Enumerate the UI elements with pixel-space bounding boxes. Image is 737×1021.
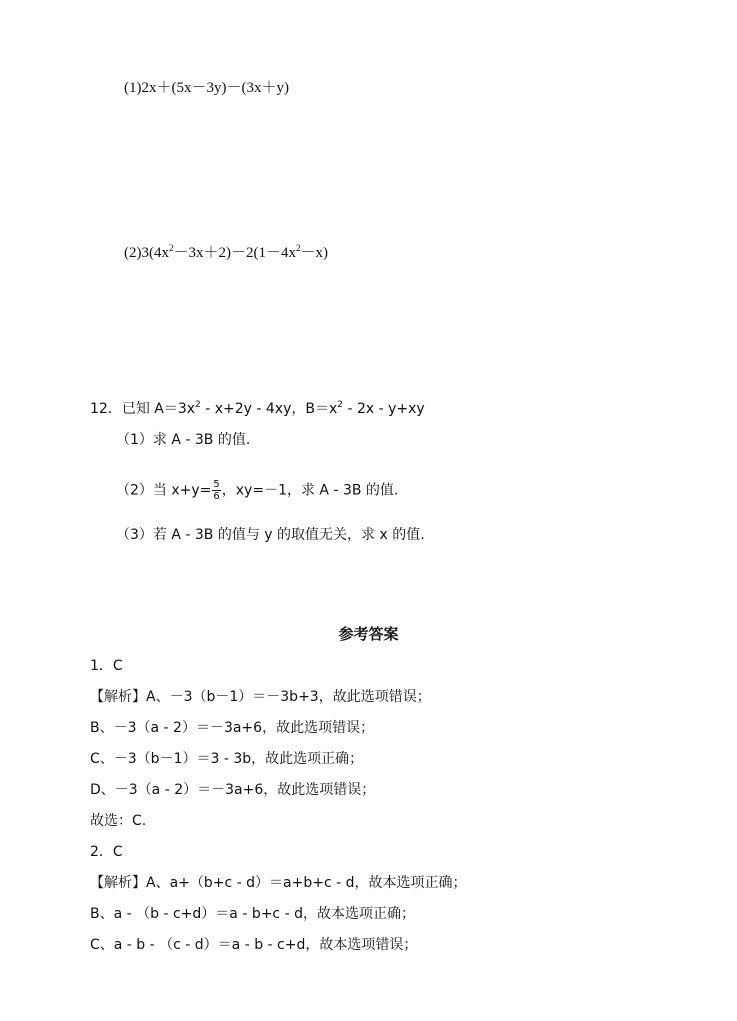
problem-11-part-1-text: (1)2x＋(5x－3y)－(3x＋y)	[124, 80, 289, 96]
problem-12-stem	[90, 400, 425, 418]
problem-12-question-3	[116, 526, 425, 544]
answer-line	[90, 936, 417, 954]
problem-12-question-3-text: （3）若 A - 3B 的值与 y 的取值无关，求 x 的值.	[116, 527, 425, 543]
answer-line	[90, 719, 374, 737]
answer-line	[90, 688, 431, 706]
answer-line-text: B、－3（a - 2）＝－3a+6，故此选项错误；	[90, 720, 375, 736]
answer-line	[90, 750, 363, 768]
answer-line-text: 故选：C.	[90, 813, 147, 829]
problem-12-question-1-text: （1）求 A - 3B 的值.	[116, 432, 251, 448]
problem-12-question-2-suffix: ，xy=－1，求 A - 3B 的值.	[221, 482, 399, 499]
fraction-denominator: 6	[213, 491, 220, 502]
answer-line	[90, 874, 467, 892]
exponent: 2	[169, 243, 174, 253]
problem-11-part-1	[124, 79, 289, 97]
answer-line-text: 【解析】A、a+（b+c - d）＝a+b+c - d，故本选项正确；	[90, 875, 467, 891]
problem-12-stem-prefix: 12．已知 A＝3x	[90, 401, 196, 417]
answer-line-text: C、a - b - （c - d）＝a - b - c+d，故本选项错误；	[90, 937, 418, 953]
answer-line	[90, 905, 415, 923]
problem-12-question-1	[116, 431, 250, 449]
exponent: 2	[296, 243, 301, 253]
problem-11-part-2-prefix: (2)3(4x	[124, 245, 169, 261]
answer-line	[90, 812, 146, 830]
problem-12-question-2-prefix: （2）当 x+y=	[116, 482, 212, 499]
problem-12-question-2	[116, 479, 398, 502]
problem-12-stem-suffix: - 2x - y+xy	[343, 401, 425, 417]
answers-title	[0, 625, 737, 643]
answers-title-text: 参考答案	[338, 625, 399, 643]
answer-line-text: C、－3（b－1）＝3 - 3b，故此选项正确；	[90, 751, 364, 767]
problem-11-part-2-mid: －3x＋2)－2(1－4x	[173, 245, 296, 261]
exponent: 2	[195, 400, 201, 410]
problem-12-stem-mid: - x+2y - 4xy，B＝x	[200, 401, 338, 417]
answer-line-text: 【解析】A、－3（b－1）＝－3b+3，故此选项错误；	[90, 689, 431, 705]
answer-line-text: D、－3（a - 2）＝－3a+6，故此选项错误；	[90, 782, 376, 798]
fraction-numerator: 5	[213, 479, 220, 490]
problem-11-part-2	[124, 244, 328, 262]
exponent: 2	[337, 400, 343, 410]
fraction	[212, 479, 220, 502]
answer-line-text: 2．C	[90, 844, 123, 860]
answer-line	[90, 657, 123, 675]
answer-line	[90, 843, 123, 861]
problem-11-part-2-suffix: －x)	[300, 245, 328, 261]
answer-line-text: B、a - （b - c+d）＝a - b+c - d，故本选项正确；	[90, 906, 415, 922]
answer-line	[90, 781, 375, 799]
answer-line-text: 1．C	[90, 658, 123, 674]
